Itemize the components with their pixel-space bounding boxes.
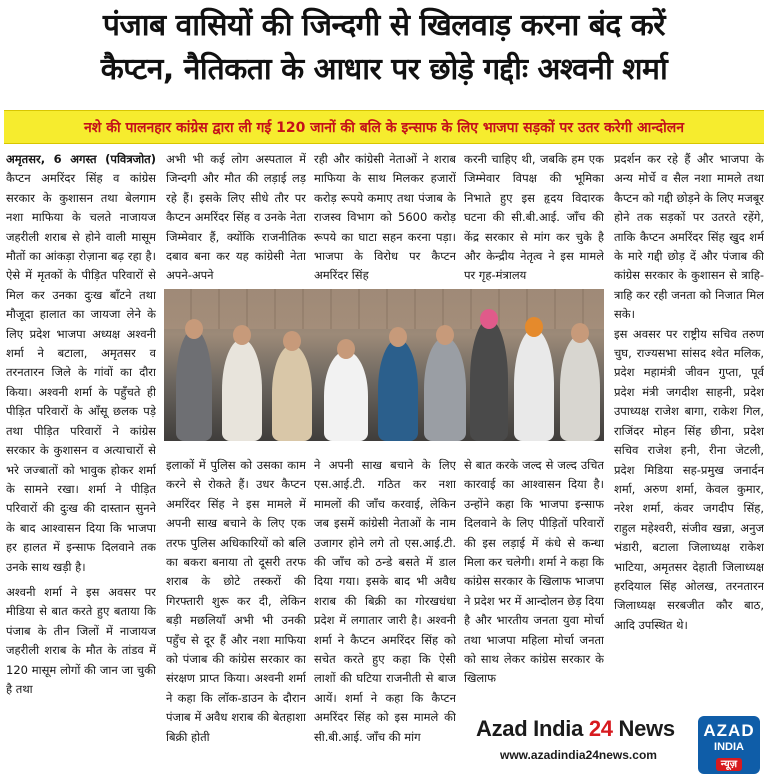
brand-name-number: 24 (588, 716, 613, 741)
article-column-2-bottom: इलाकों में पुलिस को उसका काम करने से रोकते हैं। उधर कैप्टन अमरिंदर सिंह ने इस मामले में अपनी साख बचाने के लिए एक तरफ पुलिस अधिकारियों को बलि का बकरा बनाया तो दूसरी तरफ शराब के छोटे तस्करों की गिरफ्तारी शुरू कर दी, लेकिन बड़ी मछलियाँ अभी भी उनकी पहुँच से दूर हैं और नशा माफिया को पंजाब की कांग्रेस सरकार का संरक्षण प्राप्त किया। अश्वनी शर्मा ने कहा कि लॉक-डाउन के दौरान पंजाब में अवैध शराब की बेतहाशा बिक्री होती (166, 458, 306, 744)
headline (0, 4, 768, 92)
dateline: अमृतसर, 6 अगस्त (पवित्रजोत) (6, 152, 156, 166)
column-5-paragraph-1: प्रदर्शन कर रहे हैं और भाजपा के अन्य मोर्चे व सैल नशा मामले तथा कैप्टन को गद्दी छोड़ने के लिए मजबूर होने तक सड़कों पर उतरते रहेंगे, ताकि कैप्टन अमरिंदर सिंह खुद शर्म के मारे गद्दी छोड़ दें और पंजाब की कांग्रेस सरकार के कुशासन से त्राहि-त्राहि कर रही जनता को निजात मिल सके। (614, 152, 764, 322)
article-column-5 (614, 150, 764, 710)
news-photo (164, 289, 604, 441)
headline-line-2: कैप्टन, नैतिकता के आधार पर छोड़े गद्दीः अश्वनी शर्मा (100, 52, 668, 87)
headline-line-1: पंजाब वासियों की जिन्दगी से खिलवाड़ करना बंद करें (102, 8, 666, 43)
column-5-paragraph-2: इस अवसर पर राष्ट्रीय सचिव तरुण चुघ, राज्यसभा सांसद श्वेत मलिक, प्रदेश महामंत्री जीवन गुप्ता, पूर्व प्रदेश मंत्री जगदीश साहनी, प्रदेश उपाध्यक्ष राजेश बागा, राकेश गिल, राजिंदर मोहन सिंह छीना, प्रदेश सचिव राजेश हनी, रीना जेटली, प्रदेश मिडिया सह-प्रमुख जनार्दन शर्मा, अरुण शर्मा, केवल कुमार, नरेश शर्मा, कंवर जगदीप सिंह, राहुल महेश्वरी, संजीव खन्ना, अनुज भंडारी, बटाला जिलाध्यक्ष राकेश भाटिया, अमृतसर देहाती जिलाध्यक्ष हरदियाल सिंह ओलख, तरनतारन जिलाध्यक्ष सरबजीत कौर बाठ, आदि उपस्थित थे। (614, 326, 764, 632)
brand-logo (698, 716, 760, 774)
article-column-3-top: रही और कांग्रेसी नेताओं ने शराब माफिया के साथ मिलकर हजारों करोड़ रूपये कमाए तथा पंजाब के राजस्व विभाग को 5600 करोड़ रूपये का घाटा सहन करना पड़ा। भाजपा के विरोध पर कैप्टन अमरिंदर सिंह (314, 152, 456, 283)
column-1-paragraph-1: कैप्टन अमरिंदर सिंह व कांग्रेस सरकार के कुशासन तथा बेलगाम नशा माफिया के चलते नाजायज जहरीली शराब से होने वाली मासूम मौतों का आंकड़ा रोज़ाना बढ़ रहा है। ऐसे में मृतकों के पीड़ित परिवारों से मिल कर उनका दुःख बाँटने तथा मौजूदा हालात का जायजा लेने के लिए प्रदेश भाजपा अध्यक्ष अश्वनी शर्मा ने बटाला, अमृतसर व तरनतारन जिले के गांवों का दौरा किया। अश्वनी शर्मा के पहुँचते ही पीड़ित परिवारों के आँसू छलक पड़े तथा पीड़ित परिवारों ने कांग्रेस सरकार के कुशासन व अत्याचारों से भरे जज्बातों को भावुक होकर शर्मा के सामने रखा। शर्मा ने पीड़ित परिवारों की दुःख की दास्तान सुनने के बाद आश्वासन दिया कि भाजपा हर हालत में इन्साफ दिलवाने तक उनके साथ खड़ी है। (6, 171, 156, 574)
logo-line-1: AZAD (703, 721, 755, 740)
article-column-3-bottom: ने अपनी साख बचाने के लिए एस.आई.टी. गठित कर नशा मामलों की जाँच करवाई, लेकिन जब इसमें कांग्रेसी नेताओं के नाम उजागर होने लगे तो एस.आई.टी. की जाँच को ठन्डे बसते में डाल दिया गया। इसके बाद भी अवैध शराब की बिक्री का गोरखधंधा प्रदेश में लगातार जारी है। अश्वनी शर्मा ने कैप्टन अमरिंदर सिंह को सचेत करते हुए कहा कि ऐसी लाशों की घटिया राजनीती से बाज आयें। शर्मा ने कहा कि कैप्टन अमरिंदर सिंह को इस मामले की सी.बी.आई. जाँच की मांग (314, 458, 456, 744)
brand-url[interactable]: www.azadindia24news.com (500, 748, 657, 762)
column-1-paragraph-2: अश्वनी शर्मा ने इस अवसर पर मीडिया से बात करते हुए बताया कि पंजाब के तीन जिलों में नाजायज जहरीली शराब के मौत के तांडव में 120 मासूम लोगों की जान जा चुकी है तथा (6, 584, 156, 696)
brand-name-suffix: News (618, 716, 675, 741)
brand-name-prefix: Azad India (476, 716, 584, 741)
article-column-4-top: करनी चाहिए थी, जबकि हम एक जिम्मेवार विपक्ष की भूमिका निभाते हुए इस हृदय विदारक घटना की सी.बी.आई. जाँच की केंद्र सरकार से मांग कर चुके है और केन्द्रीय नेतृत्व ने इस मामले पर गृह-मंत्रालय (464, 152, 604, 283)
logo-line-3: न्यूज़ (716, 758, 742, 771)
article-column-4-bottom: से बात करके जल्द से जल्द उचित कारवाई का आश्वासन दिया है। उन्होंने कहा कि भाजपा इन्साफ दिलवाने के लिए पीड़ितों परिवारों की इस लड़ाई में कंधे से कन्धा मिला कर चलेगी। शर्मा ने कहा कि कांग्रेस सरकार के खिलाफ भाजपा ने प्रदेश भर में आन्दोलन छेड़ दिया है और भारतीय जनता युवा मोर्चा तथा भाजपा महिला मोर्चा जनता को साथ लेकर कांग्रेस सरकार के खिलाफ (464, 458, 604, 686)
article-column-1 (6, 150, 156, 780)
logo-line-2: INDIA (714, 741, 744, 753)
brand-name (476, 716, 675, 742)
brand-footer (470, 712, 764, 780)
subheadline-banner: नशे की पालनहार कांग्रेस द्वारा ली गई 120 जानों की बलि के इन्साफ के लिए भाजपा सड़कों पर उतर करेगी आन्दोलन (4, 110, 764, 144)
article-column-2-top: अभी भी कई लोग अस्पताल में जिन्दगी और मौत की लड़ाई लड़ रहे हैं। इसके लिए सीधे तौर पर कैप्टन अमरिंदर सिंह व उनके नेता जिम्मेवार हैं, क्योंकि राजनीतिक दबाव बना कर यह कांग्रेसी नेता अपने-अपने (166, 152, 306, 283)
